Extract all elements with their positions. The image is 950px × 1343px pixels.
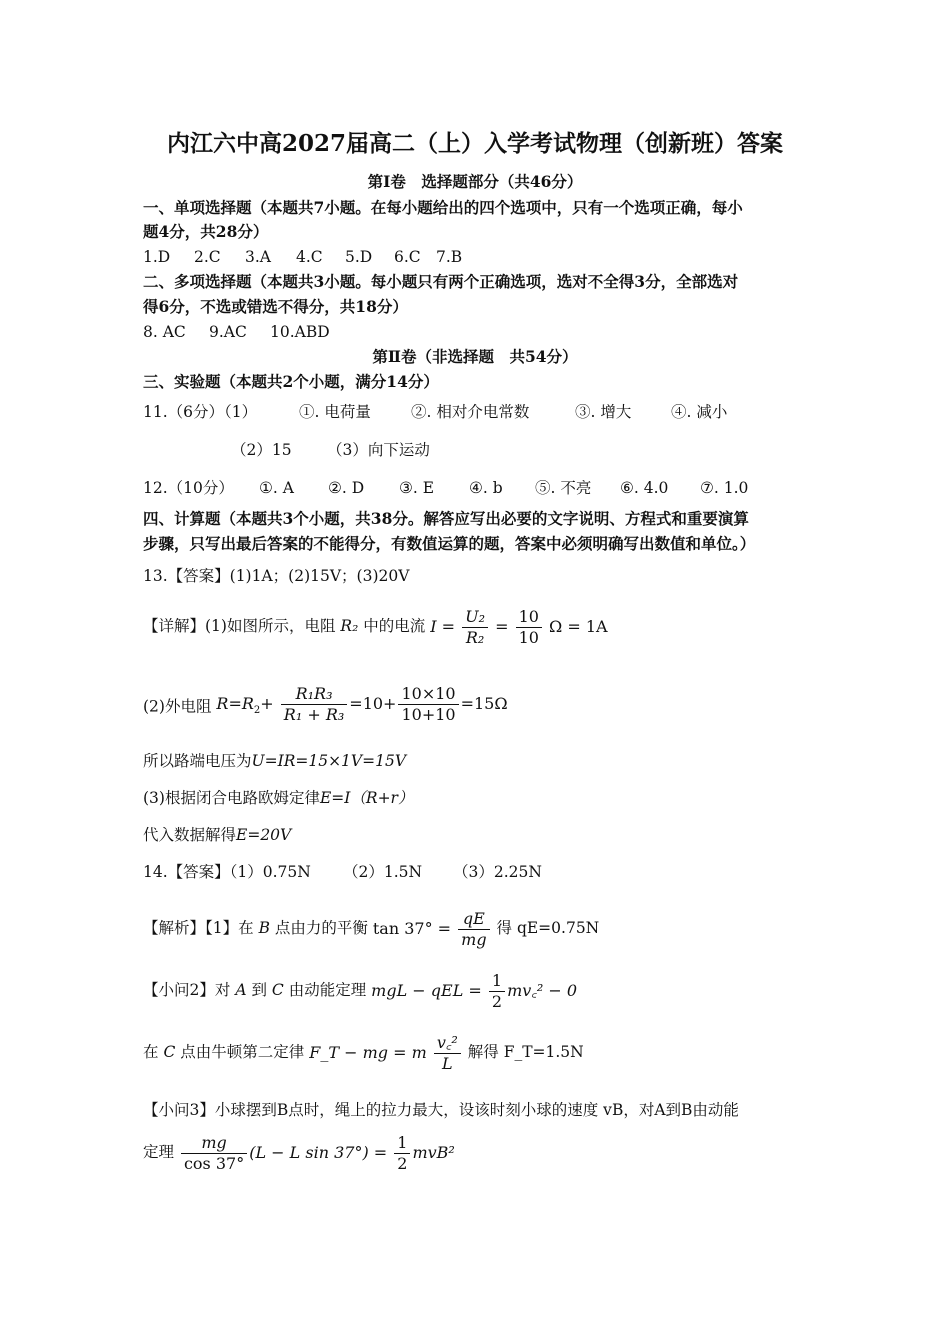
analysis-prefix: 【解析】【1】在 [143, 919, 254, 937]
q11-item: ①. 电荷量 [299, 403, 371, 421]
q12-item: ①. A [259, 479, 294, 497]
q14-question2 [143, 968, 577, 1013]
fraction [394, 1133, 410, 1174]
energy-rhs: mv꜀² − 0 [507, 981, 578, 1000]
answer-item: 9.AC [209, 323, 247, 341]
fraction-numerator: mg [201, 1133, 227, 1152]
q11-line1 [143, 402, 727, 422]
sec1-answers [143, 247, 462, 267]
q11-item: （3）向下运动 [327, 441, 430, 459]
q13-answer: 13.【答案】(1)1A；(2)15V；(3)20V [143, 567, 410, 585]
sec2-instructions-line2: 得6分，不选或错选不得分，共18分） [143, 297, 408, 316]
q2-prefix: 【小问2】对 [143, 981, 231, 999]
fraction-denominator: cos 37° [183, 1154, 245, 1173]
substitute-result: E=20V [236, 826, 292, 844]
current-equation: I = $\frac{\text{U₂}}{\text{R₂}}$ = $\frac{10}{10}$ Ω = 1A [430, 607, 608, 647]
ext-result: =15Ω [460, 694, 508, 713]
fraction-numerator: 10 [516, 607, 542, 628]
symbol-i: I [430, 617, 437, 636]
substitute-text: 代入数据解得 [143, 826, 237, 844]
fraction-numerator: R₁R₃ [295, 684, 333, 703]
q13-external-resistance [143, 682, 508, 733]
answer-item: 2.C [194, 248, 221, 266]
sec2-instructions-line1: 二、多项选择题（本题共3小题。每小题只有两个正确选项，选对不全得3分，全部选对 [143, 272, 739, 291]
sec4-instructions-line1: 四、计算题（本题共3个小题，共38分。解答应写出必要的文字说明、方程式和重要演算 [143, 509, 749, 528]
q14-question3-line1: 【小问3】小球摆到B点时，绳上的拉力最大，设该时刻小球的速度 vB，对A到B由动能 [143, 1101, 739, 1119]
q14-answer-item: （2）1.5N [343, 863, 423, 881]
fraction-denominator: R₁ + R₃ [283, 705, 345, 724]
fraction-numerator: U₂ [465, 607, 485, 626]
sec1-instructions-line1: 一、单项选择题（本题共7小题。在每小题给出的四个选项中，只有一个选项正确，每小 [143, 198, 743, 217]
q14-answer-item: 14.【答案】（1）0.75N [143, 863, 311, 881]
q11-head: 11.（6分）（1） [143, 403, 258, 421]
fraction [181, 1133, 247, 1174]
fraction-numerator: 1 [489, 971, 505, 992]
voltage-text: 所以路端电压为 [143, 752, 252, 770]
fraction-denominator: mg [461, 930, 487, 949]
answer-item: 8. AC [143, 323, 186, 341]
fraction [458, 909, 489, 950]
q12-line [143, 478, 748, 498]
q14-answer-item: （3）2.25N [453, 863, 542, 881]
fraction [281, 684, 348, 725]
point-b: B [258, 919, 270, 937]
fraction [489, 971, 505, 1012]
q3-prefix: 定理 [143, 1143, 175, 1161]
part1-heading: 第Ⅰ卷 选择题部分（共46分） [367, 172, 583, 191]
sec2-answers [143, 322, 330, 342]
fraction-numerator: 1 [394, 1133, 410, 1154]
fraction-numerator: qE [462, 909, 485, 928]
q12-item: ⑦. 1.0 [700, 479, 749, 497]
fraction-denominator: R₂ [465, 628, 485, 647]
tan-text: tan 37° = [372, 919, 452, 938]
answer-item: 6.C [394, 248, 421, 266]
fraction-numerator: 10×10 [398, 684, 458, 705]
fraction-denominator: L [442, 1054, 453, 1073]
fraction-denominator: 2 [491, 992, 503, 1011]
answer-item: 7.B [436, 248, 463, 266]
newton-prefix: 在 [143, 1043, 159, 1061]
q14-answer [143, 862, 542, 882]
ext-prefix: (2)外电阻 [143, 697, 212, 716]
answer-item: 10.ABD [270, 323, 330, 341]
analysis-mid: 点由力的平衡 [274, 919, 368, 937]
q13-detail-prefix: 【详解】(1)如图所示，电阻 [143, 617, 336, 635]
q13-substitute-line [143, 825, 291, 845]
point-c: C [163, 1043, 176, 1061]
q2-mid: 到 [251, 981, 267, 999]
fraction [516, 607, 542, 648]
q13-law-line [143, 788, 413, 808]
voltage-equation: U=IR=15×1V=15V [251, 752, 407, 770]
page-title: 内江六中高2027届高二（上）入学考试物理（创新班）答案 [166, 130, 783, 157]
q13-detail [143, 604, 608, 649]
part2-heading: 第Ⅱ卷（非选择题 共54分） [372, 347, 578, 366]
tan-equation [373, 907, 492, 951]
fraction [398, 684, 458, 725]
fraction-denominator: 10+10 [401, 705, 456, 724]
equation-result: Ω = 1A [549, 617, 608, 636]
newton-equation [309, 1031, 463, 1075]
q2-mid: 由动能定理 [288, 981, 367, 999]
newton-lhs: F_T − mg = m [309, 1043, 427, 1062]
fraction-denominator: 2 [397, 1154, 408, 1173]
q13-detail-mid: 中的电流 [363, 617, 426, 635]
law-text: (3)根据闭合电路欧姆定律 [143, 789, 320, 807]
q3-tail: mvB² [412, 1143, 455, 1162]
q11-line2 [231, 440, 430, 460]
point-a: A [235, 981, 247, 999]
ext-mid: =10+ [349, 694, 397, 713]
energy-lhs: mgL − qEL = [371, 981, 482, 1000]
answer-item: 4.C [296, 248, 323, 266]
fraction [434, 1033, 461, 1074]
q14-analysis-1 [143, 906, 599, 951]
sec1-instructions-line2: 题4分，共28分） [143, 222, 269, 241]
energy-equation [371, 969, 577, 1013]
analysis-result: 得 qE=0.75N [496, 919, 600, 937]
sec4-instructions-line2: 步骤，只写出最后答案的不能得分，有数值运算的题，答案中必须明确写出数值和单位。） [143, 534, 756, 553]
newton-mid: 点由牛顿第二定律 [180, 1043, 305, 1061]
q12-item: ④. b [469, 479, 503, 497]
q11-item: ③. 增大 [575, 403, 632, 421]
sec3-heading: 三、实验题（本题共2个小题，满分14分） [143, 372, 439, 391]
newton-result: 解得 F_T=1.5N [467, 1043, 584, 1061]
q12-item: ②. D [328, 479, 365, 497]
q12-item: ⑥. 4.0 [620, 479, 669, 497]
fraction-denominator: 10 [518, 628, 539, 647]
q3-equation [179, 1131, 455, 1175]
law-equation: E=I（R+r） [319, 789, 414, 807]
q11-item: ④. 减小 [671, 403, 728, 421]
q12-head: 12.（10分） [143, 479, 234, 497]
q14-question3-line2 [143, 1130, 455, 1175]
q14-newton-line [143, 1030, 584, 1075]
q12-item: ⑤. 不亮 [535, 479, 592, 497]
q11-item: （2）15 [231, 441, 292, 459]
answer-item: 5.D [345, 248, 373, 266]
q11-item: ②. 相对介电常数 [411, 403, 530, 421]
resistance-equation: $R=R_2+$ $\frac{\text{R₁R₃}}{\text{R₁ + R₃}}$ =10+ $\frac{10\times 10}{10+10}$ =15Ω [216, 684, 508, 724]
fraction-numerator: v꜀² [436, 1033, 458, 1052]
q13-voltage-line [143, 751, 406, 771]
q3-mid: (L − L sin 37°) = [249, 1143, 388, 1162]
symbol-r2: R₂ [340, 617, 359, 635]
answer-item: 3.A [245, 248, 271, 266]
answer-item: 1.D [143, 248, 171, 266]
fraction [462, 607, 488, 648]
point-c: C [271, 981, 284, 999]
q12-item: ③. E [399, 479, 435, 497]
